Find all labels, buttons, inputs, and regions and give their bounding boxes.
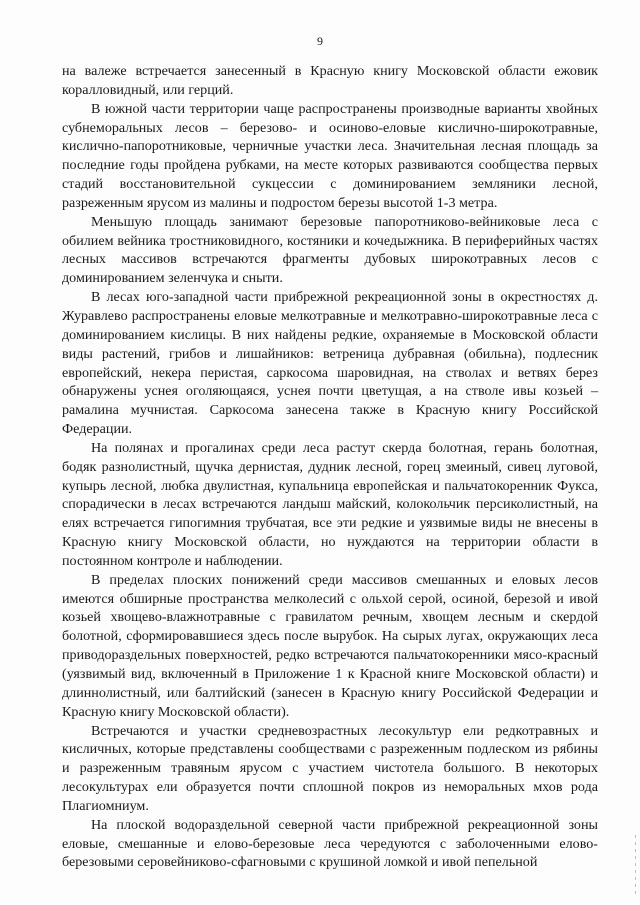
- page-number: 9: [317, 34, 323, 48]
- paragraph: Меньшую площадь занимают березовые папоротниково-вейниковые леса с обилием вейника тростниковидного, костяники и кочедыжника. В периферийных частях лесных массивов встречаются фрагменты дубовых широкотравных лесов с доминированием зеленчука и сныти.: [62, 213, 598, 287]
- paragraph: Встречаются и участки средневозрастных лесокультур ели редкотравных и кисличных, которые представлены сообществами с разреженным подлеском из рябины и разреженным травяным ярусом с участием чистотела большого. В некоторых лесокультурах ели образуется почти сплошной покров из неморальных мхов рода Плагиомниум.: [62, 722, 598, 814]
- body-text: [62, 62, 598, 872]
- paragraph: на валеже встречается занесенный в Красную книгу Московской области ежовик коралловидный, или герций.: [62, 63, 598, 98]
- paragraph: В лесах юго-западной части прибрежной рекреационной зоны в окрестностях д. Журавлево распространены еловые мелкотравные и мелкотравно-широкотравные леса с доминированием кислицы. В них найдены редкие, охраняемые в Московской области виды растений, грибов и лишайников: ветреница дубравная (обильна), подлесник европейский, некера перистая, саркосома шаровидная, на стволах и ветвях берез обнаружены уснея оголяющаяся, уснея почти цветущая, а на стволе ивы козьей – рамалина мучнистая. Саркосома занесена также в Красную книгу Российской Федерации.: [62, 289, 598, 438]
- paragraph: На плоской водораздельной северной части прибрежной рекреационной зоны еловые, смешанные и елово-березовые леса чередуются с заболоченными елово-березовыми серовейниково-сфагновыми с крушиной ломкой и ивой пепельной: [62, 816, 598, 871]
- paragraph: В пределах плоских понижений среди массивов смешанных и еловых лесов имеются обширные пространства мелколесий с ольхой серой, осиной, березой и ивой козьей хвощево-влажнотравные с гравилатом речным, хвощем лесным и скердой болотной, сформировавшиеся здесь после вырубок. На сырых лугах, окружающих леса приводораздельных поверхностей, редко встречаются пальчатокоренники мясо-красный (уязвимый вид, включенный в Приложение 1 к Красной книге Московской области) и длиннолистный, или балтийский (занесен в Красную книгу Российской Федерации и Красную книгу Московской области).: [62, 571, 598, 720]
- paragraph: В южной части территории чаще распространены производные варианты хвойных субнеморальных лесов – березово- и осиново-еловые кислично-широкотравные, кислично-папоротниковые, черничные участки леса. Значительная лесная площадь за последние годы пройдена рубками, на месте которых развиваются сообщества первых стадий восстановительной сукцессии с доминированием земляники лесной, разреженным ярусом из малины и подростом березы высотой 1-3 метра.: [62, 100, 598, 211]
- paragraph: На полянах и прогалинах среди леса растут скерда болотная, герань болотная, бодяк разнолистный, щучка дернистая, дудник лесной, горец змеиный, сивец луговой, купырь лесной, любка двулистная, купальница европейская и пальчатокоренник Фукса, спорадически в лесах встречаются ландыш майский, колокольчик персиколистный, на елях встречается гипогимния трубчатая, все эти редкие и уязвимые виды не внесены в Красную книгу Московской области, но нуждаются на территории области в постоянном контроле и наблюдении.: [62, 439, 598, 569]
- scan-edge-mark: [635, 835, 636, 895]
